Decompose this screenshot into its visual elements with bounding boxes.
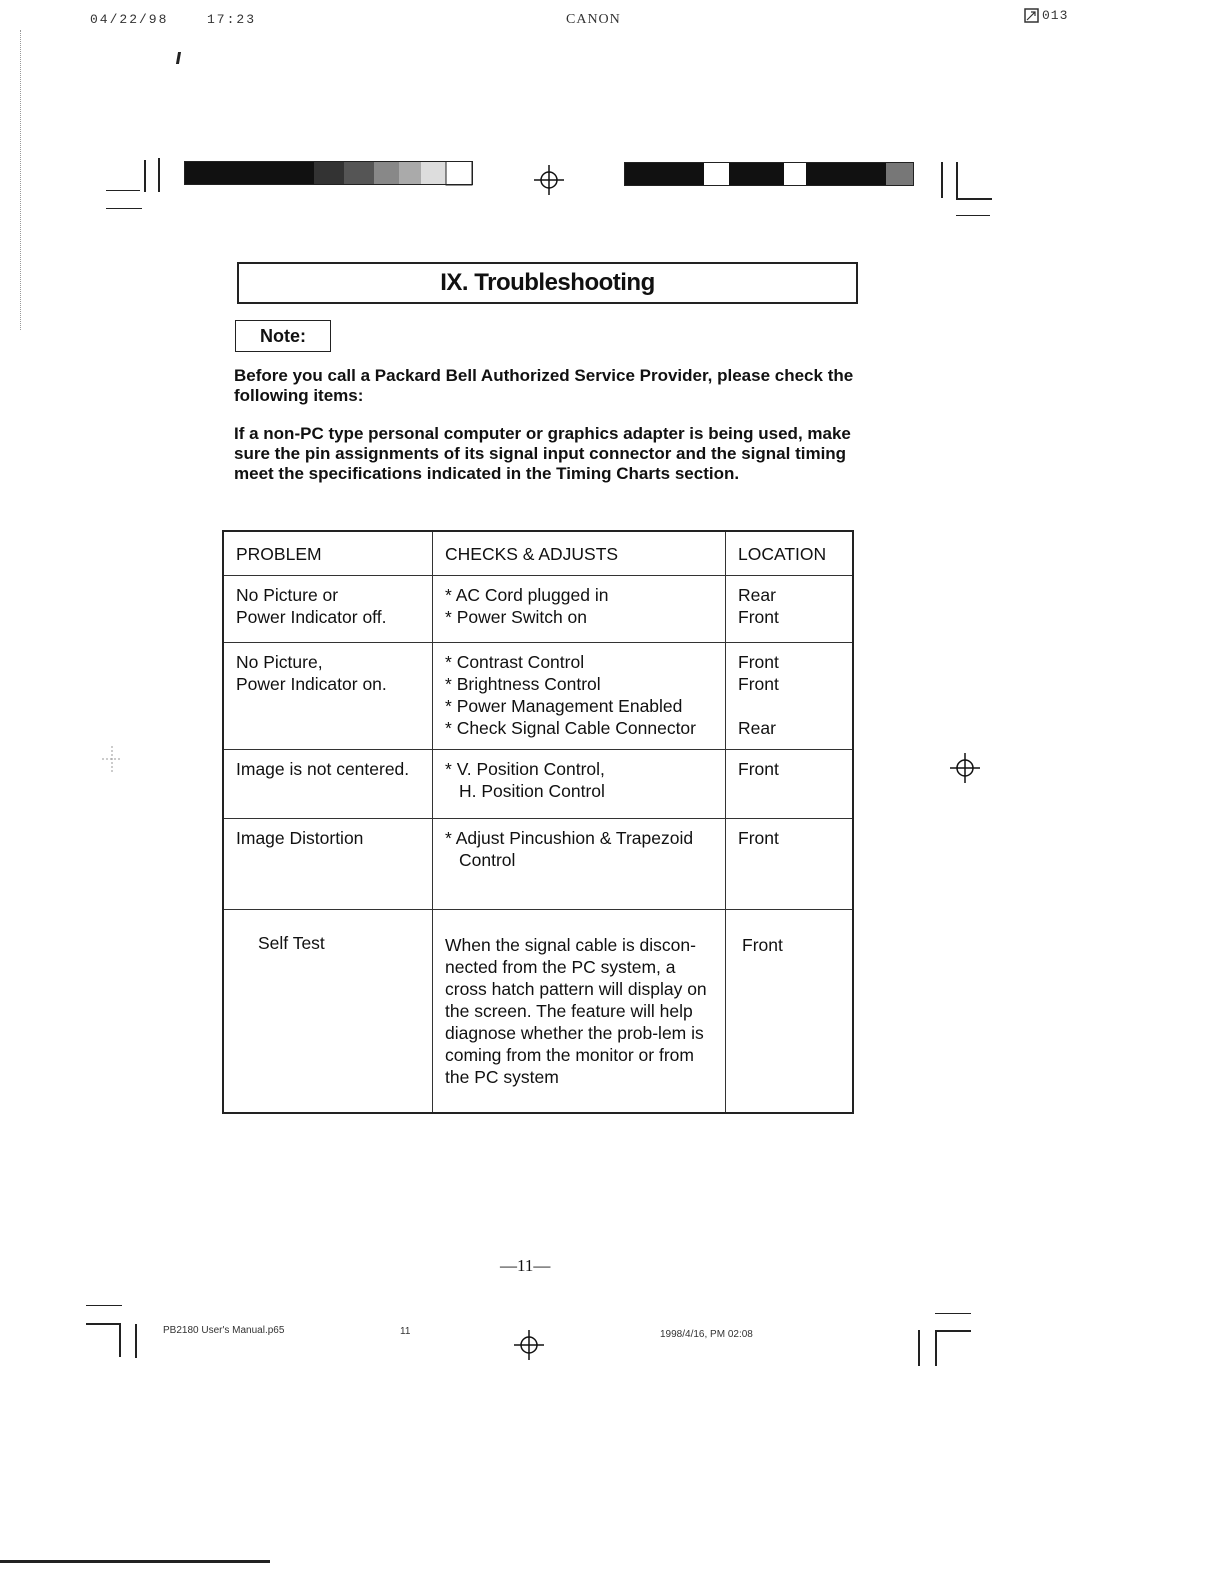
crop-mark-top-left-h xyxy=(106,190,140,191)
location-line xyxy=(738,695,842,717)
crop-mark-bottom-left-v2 xyxy=(135,1324,137,1358)
crop-mark-bottom-right-v2 xyxy=(935,1330,937,1366)
check-item: * V. Position Control, xyxy=(445,759,605,779)
fax-device: CANON xyxy=(566,12,621,27)
problem-line: Self Test xyxy=(258,933,325,953)
location-line: Front xyxy=(738,607,779,627)
check-item-text: Power Management Enabled xyxy=(456,696,683,716)
slug-timestamp: 1998/4/16, PM 02:08 xyxy=(660,1329,753,1340)
scan-edge-line xyxy=(0,1560,270,1563)
location-cell xyxy=(726,643,854,750)
problem-line: Power Indicator off. xyxy=(236,607,387,627)
check-item: * Contrast Control xyxy=(445,652,585,672)
checks-cell xyxy=(433,910,726,1114)
check-item-text: AC Cord plugged in xyxy=(455,585,609,605)
fax-page-icon xyxy=(1024,8,1039,23)
checks-cell xyxy=(433,576,726,643)
check-item: * Adjust Pincushion & Trapezoid Control xyxy=(445,828,694,870)
location-cell xyxy=(726,576,854,643)
registration-mark-left-faint xyxy=(102,746,122,772)
table-row xyxy=(223,910,853,1114)
header-checks: CHECKS & ADJUSTS xyxy=(433,531,726,576)
crop-mark-bottom-right-v xyxy=(918,1330,920,1366)
check-item: * Power Management Enabled xyxy=(445,696,683,716)
crop-mark-bottom-left-h2 xyxy=(86,1323,120,1325)
problem-cell xyxy=(223,576,433,643)
section-title-box xyxy=(237,262,858,304)
note-box xyxy=(235,320,331,352)
fax-date: 04/22/98 xyxy=(90,12,169,27)
location-line: Rear xyxy=(738,585,776,605)
problem-cell xyxy=(223,819,433,910)
problem-line: No Picture or xyxy=(236,585,339,605)
table-row xyxy=(223,750,853,819)
check-item-text: Check Signal Cable Connector xyxy=(456,718,696,738)
checks-cell xyxy=(433,750,726,819)
table-row xyxy=(223,576,853,643)
scan-speck xyxy=(176,52,181,64)
crop-mark-top-right-h2 xyxy=(956,215,990,216)
check-item-text: Adjust Pincushion & Trapezoid Control xyxy=(455,828,694,870)
intro-paragraph: Before you call a Packard Bell Authorized Service Provider, please check the following items: xyxy=(234,366,854,405)
checks-cell xyxy=(433,643,726,750)
registration-mark-top xyxy=(534,165,564,195)
location-line: Rear xyxy=(738,718,776,738)
table-header-row xyxy=(223,531,853,576)
problem-cell xyxy=(223,910,433,1114)
checks-cell xyxy=(433,819,726,910)
problem-line: Power Indicator on. xyxy=(236,674,387,694)
check-item: * Brightness Control xyxy=(445,674,601,694)
crop-mark-top-right-v xyxy=(941,162,943,198)
location-line: Front xyxy=(738,652,779,672)
problem-line: No Picture, xyxy=(236,652,323,672)
self-test-description: When the signal cable is discon-nected from the PC system, a cross hatch pattern will display on the screen. The feature will help diagnose whether the prob-lem is coming from the monitor or from the PC system xyxy=(445,935,707,1087)
section-title: IX. Troubleshooting xyxy=(440,269,655,296)
check-item-continuation: H. Position Control xyxy=(459,781,605,801)
check-item-text: Contrast Control xyxy=(456,652,585,672)
crop-mark-bottom-right-h2 xyxy=(935,1313,971,1314)
location-cell xyxy=(726,750,854,819)
registration-mark-right xyxy=(950,753,980,783)
scan-margin-mark xyxy=(20,30,22,330)
note-label: Note: xyxy=(260,325,306,346)
problem-cell xyxy=(223,643,433,750)
crop-mark-top-left-h2 xyxy=(106,208,142,209)
troubleshooting-table xyxy=(222,530,854,1114)
registration-mark-bottom xyxy=(514,1330,544,1360)
crop-mark-bottom-right-h xyxy=(935,1330,971,1332)
crop-mark-top-right-h xyxy=(956,198,992,200)
color-bar-left xyxy=(184,161,474,187)
location-line: Front xyxy=(738,828,779,848)
location-cell xyxy=(726,910,854,1114)
check-item-text: Power Switch on xyxy=(456,607,588,627)
color-bar-right xyxy=(624,162,916,188)
timing-note-paragraph: If a non-PC type personal computer or graphics adapter is being used, make sure the pin assignments of its signal input connector and the signal timing meet the specifications indicated in the Timing Charts section. xyxy=(234,424,851,483)
check-item: * Check Signal Cable Connector xyxy=(445,718,696,738)
table-row xyxy=(223,819,853,910)
location-cell xyxy=(726,819,854,910)
table-row xyxy=(223,643,853,750)
check-item: * AC Cord plugged in xyxy=(445,585,609,605)
location-line: Front xyxy=(742,935,783,955)
slug-filename: PB2180 User's Manual.p65 xyxy=(163,1325,285,1336)
fax-time: 17:23 xyxy=(207,12,257,27)
check-item-text: Brightness Control xyxy=(456,674,601,694)
fax-page xyxy=(1024,8,1068,23)
crop-mark-top-left-v xyxy=(144,160,146,192)
page-number: —11— xyxy=(500,1256,551,1275)
header-problem: PROBLEM xyxy=(223,531,433,576)
check-item-text: V. Position Control, xyxy=(456,759,605,779)
fax-page-number: 013 xyxy=(1042,8,1069,23)
location-line: Front xyxy=(738,674,779,694)
crop-mark-top-right-v2 xyxy=(956,162,958,200)
crop-mark-bottom-left-h xyxy=(86,1305,122,1306)
problem-line: Image is not centered. xyxy=(236,759,410,779)
problem-line: Image Distortion xyxy=(236,828,364,848)
check-item: * Power Switch on xyxy=(445,607,588,627)
crop-mark-top-left-v2 xyxy=(158,158,160,192)
problem-cell xyxy=(223,750,433,819)
header-location: LOCATION xyxy=(726,531,854,576)
slug-page: 11 xyxy=(400,1326,411,1337)
crop-mark-bottom-left-v xyxy=(119,1323,121,1357)
location-line: Front xyxy=(738,759,779,779)
